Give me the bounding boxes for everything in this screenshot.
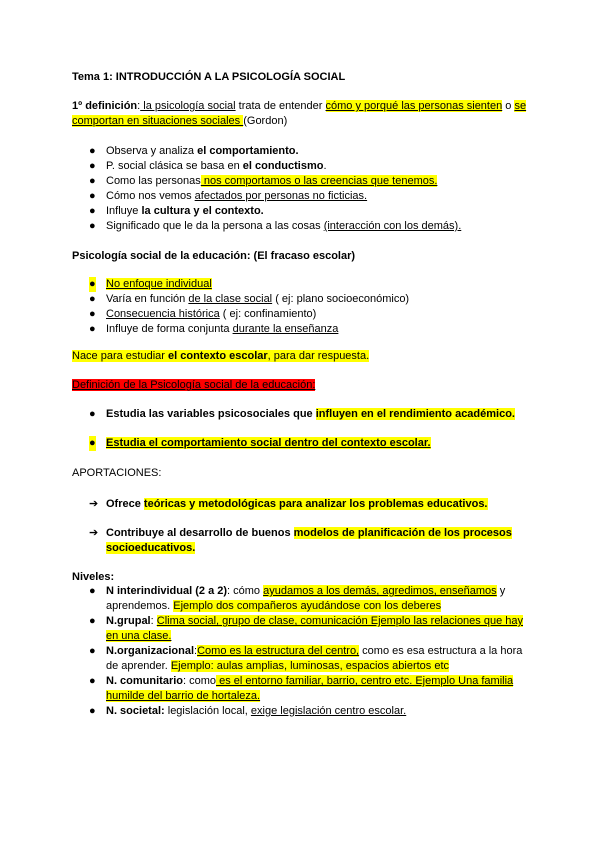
list-item	[72, 674, 532, 704]
level-highlight: es el entorno familiar, barrio, centro etc. Ejemplo Una familia humilde del barrio de hortaleza.	[106, 675, 514, 702]
item-highlight-2: socioeducativos.	[106, 542, 196, 554]
def-term: la psicología social	[140, 100, 236, 112]
bullet-icon: ●	[89, 408, 96, 420]
level-text: como es esa estructura a la hora de aprender.	[106, 645, 523, 672]
list-item	[72, 159, 532, 174]
item-bold: Ofrece	[106, 498, 144, 510]
item-text: Influye	[106, 205, 142, 217]
item-highlight: nos comportamos o las creencias que tenemos.	[200, 175, 438, 187]
item-text: .	[323, 160, 327, 172]
def-label: 1º definición	[72, 100, 138, 112]
definition-heading	[72, 378, 532, 393]
item-bold: Estudia las variables psicosociales que	[106, 408, 316, 420]
list-item	[72, 277, 532, 292]
item-underline: Consecuencia histórica	[106, 308, 220, 320]
bullet-icon: ●	[89, 615, 96, 627]
nace-text: Nace para estudiar	[72, 350, 168, 362]
item-text: Significado que le da la persona a las cosas	[106, 220, 324, 232]
item-text: Influye de forma conjunta	[106, 323, 233, 335]
level-text: :	[150, 615, 157, 627]
bullet-icon: ●	[89, 645, 96, 657]
def-text-2: o	[502, 100, 515, 112]
level-text: :	[194, 645, 198, 657]
list-item	[72, 292, 532, 307]
level-highlight: Clima social, grupo de clase, comunicación Ejemplo las relaciones que hay en una clase.	[106, 615, 523, 642]
item-bold: el comportamiento.	[197, 145, 299, 157]
level-label: N. societal:	[106, 705, 165, 717]
list-item	[72, 644, 532, 674]
item-text: ( ej: plano socioeconómico)	[272, 293, 410, 305]
nace-paragraph	[72, 349, 532, 364]
bullet-icon: ●	[89, 205, 96, 217]
item-text: Cómo nos vemos	[106, 190, 195, 202]
education-list	[72, 277, 532, 337]
characteristics-list	[72, 144, 532, 234]
list-item	[72, 407, 532, 422]
item-text: P. social clásica se basa en	[106, 160, 243, 172]
def-highlight-2: se comportan en situaciones sociales	[72, 100, 527, 127]
list-item	[72, 526, 532, 556]
list-item	[72, 614, 532, 644]
item-highlight: modelos de planificación de los procesos	[293, 527, 512, 539]
def-source: (Gordon)	[243, 115, 288, 127]
item-underline: de la clase social	[188, 293, 273, 305]
list-item	[72, 204, 532, 219]
item-text: Observa y analiza	[106, 145, 198, 157]
bullet-icon: ●	[89, 145, 96, 157]
def-highlight-1: cómo y porqué las personas sienten	[325, 100, 503, 112]
list-item	[72, 144, 532, 159]
aportaciones-list	[72, 497, 532, 556]
bullet-icon: ●	[89, 278, 96, 290]
level-text: : como	[183, 675, 217, 687]
bullet-icon: ●	[89, 675, 96, 687]
aportaciones-heading: APORTACIONES:	[72, 467, 162, 479]
item-text: Varía en función	[106, 293, 189, 305]
section-heading: Psicología social de la educación: (El fracaso escolar)	[72, 250, 356, 262]
item-highlight: Estudia el comportamiento social dentro del contexto escolar.	[106, 437, 431, 449]
bullet-icon: ●	[89, 308, 96, 320]
level-text: legislación local,	[164, 705, 251, 717]
nace-text-end: , para dar respuesta.	[267, 350, 370, 362]
niveles-list	[72, 584, 532, 719]
item-underline: durante la enseñanza	[232, 323, 339, 335]
arrow-icon: ➔	[89, 527, 99, 539]
level-example: Ejemplo dos compañeros ayudándose con los deberes	[173, 600, 442, 612]
list-item	[72, 436, 532, 451]
item-highlight: No enfoque individual	[106, 278, 212, 290]
def-text: trata de entender	[235, 100, 326, 112]
item-underline: (interacción con los demás).	[323, 220, 462, 232]
item-text: Como las personas	[106, 175, 201, 187]
level-underline: exige legislación centro escolar.	[250, 705, 407, 717]
bullet-icon: ●	[89, 293, 96, 305]
list-item	[72, 189, 532, 204]
list-item	[72, 322, 532, 337]
item-highlight: teóricas y metodológicas para analizar los problemas educativos.	[143, 498, 488, 510]
bullet-icon: ●	[89, 175, 96, 187]
page-title: Tema 1: INTRODUCCIÓN A LA PSICOLOGÍA SOCIAL	[72, 71, 346, 83]
level-text: : cómo	[227, 585, 264, 597]
list-item	[72, 307, 532, 322]
bullet-icon: ●	[89, 190, 96, 202]
list-item	[72, 219, 532, 234]
level-text: y aprendemos.	[106, 585, 506, 612]
bullet-icon: ●	[89, 220, 96, 232]
item-bold: Contribuye al desarrollo de buenos	[106, 527, 294, 539]
item-text: ( ej: confinamiento)	[219, 308, 317, 320]
bullet-icon: ●	[89, 437, 96, 449]
nace-bold: el contexto escolar	[168, 350, 268, 362]
definition-list	[72, 407, 532, 451]
level-example: Ejemplo: aulas amplias, luminosas, espacios abiertos etc	[170, 660, 450, 672]
level-highlight: ayudamos a los demás, agredimos, enseñamos	[263, 585, 497, 597]
list-item	[72, 584, 532, 614]
first-definition	[72, 99, 532, 129]
level-label: N.organizacional	[106, 645, 195, 657]
list-item	[72, 704, 532, 719]
bullet-icon: ●	[89, 160, 96, 172]
bullet-icon: ●	[89, 705, 96, 717]
list-item	[72, 174, 532, 189]
arrow-icon: ➔	[89, 498, 99, 510]
item-bold: el conductismo	[242, 160, 324, 172]
bullet-icon: ●	[89, 585, 96, 597]
definition-heading-text: Definición de la Psicología social de la educación:	[72, 379, 316, 391]
level-label: N. comunitario	[106, 675, 184, 687]
level-label: N.grupal	[106, 615, 151, 627]
bullet-icon: ●	[89, 323, 96, 335]
item-underline: afectados por personas no ficticias.	[194, 190, 368, 202]
level-highlight: Como es la estructura del centro,	[197, 645, 360, 657]
list-item	[72, 497, 532, 512]
item-highlight: influyen en el rendimiento académico.	[315, 408, 515, 420]
def-colon: :	[137, 100, 141, 112]
niveles-heading: Niveles:	[72, 571, 115, 583]
item-bold: la cultura y el contexto.	[141, 205, 264, 217]
level-label: N interindividual (2 a 2)	[106, 585, 228, 597]
